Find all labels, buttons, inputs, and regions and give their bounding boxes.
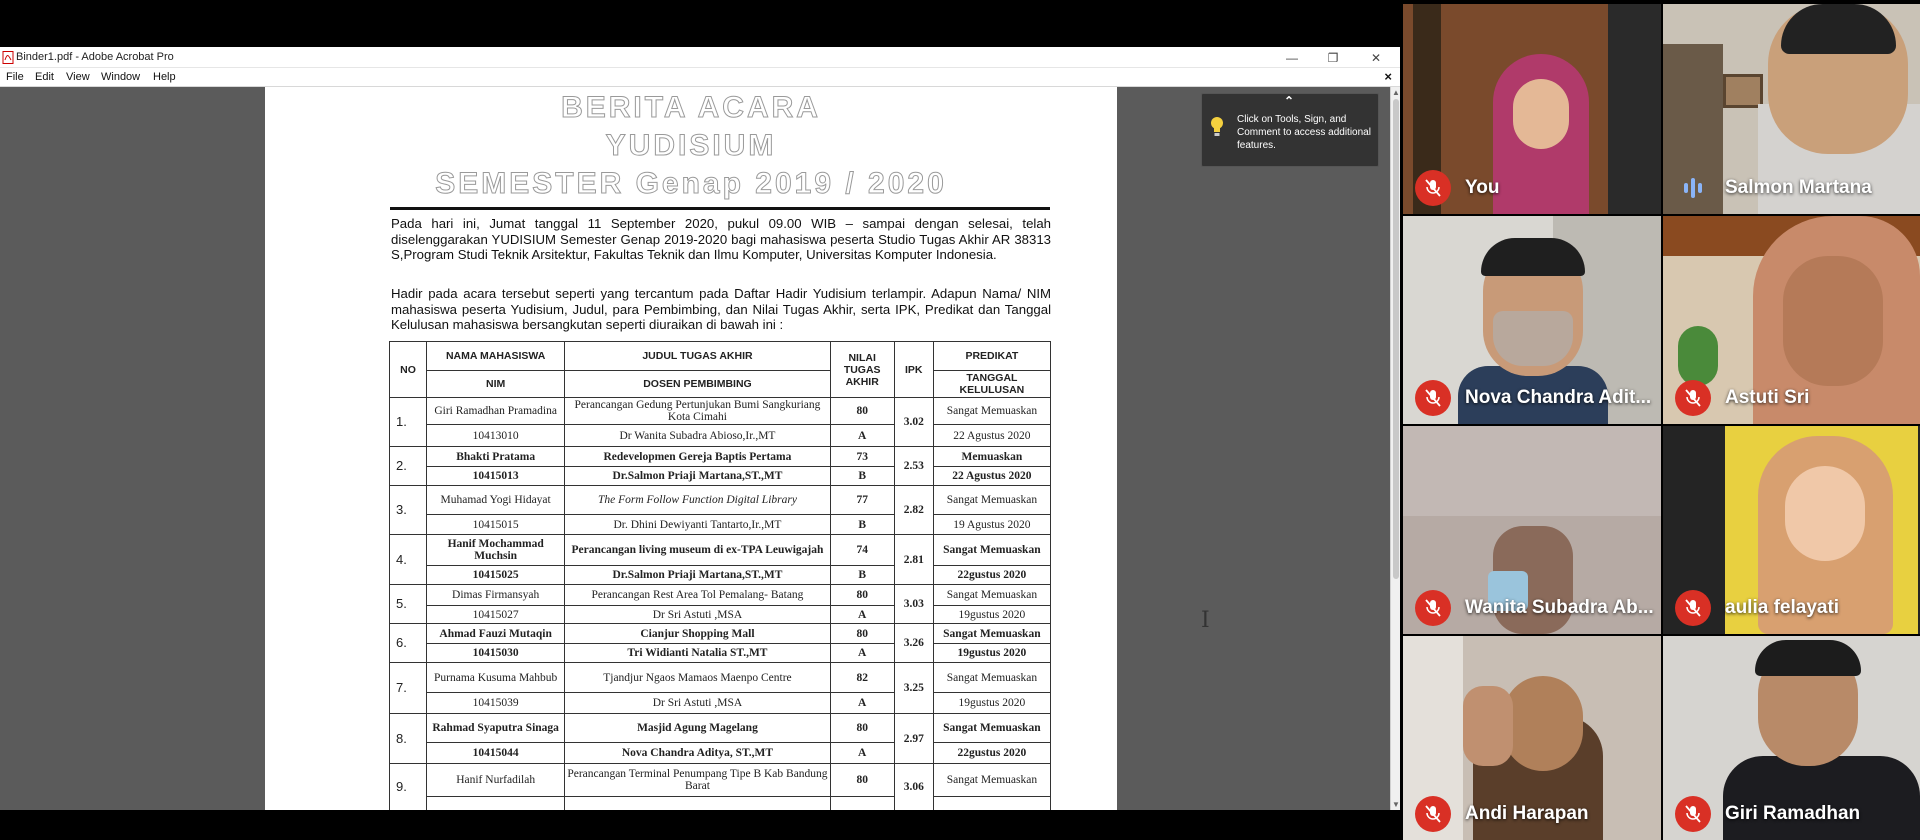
cell-nilai: 80 bbox=[830, 398, 894, 425]
cell-nim: 10415013 bbox=[427, 467, 565, 486]
cell-nim: 10415025 bbox=[427, 566, 565, 585]
table-row bbox=[390, 693, 1051, 714]
cell-huruf: A bbox=[830, 644, 894, 663]
cell-huruf: A bbox=[830, 425, 894, 447]
table-row bbox=[390, 425, 1051, 447]
participant-name: aulia felayati bbox=[1725, 597, 1840, 618]
col-header-nilai: NILAI TUGAS AKHIR bbox=[830, 342, 894, 398]
document-viewport[interactable] bbox=[0, 87, 1390, 810]
participant-name: Giri Ramadhan bbox=[1725, 803, 1861, 824]
doc-paragraph-2: Hadir pada acara tersebut seperti yang tercantum pada Daftar Hadir Yudisium terlampir. Adapun Nama/ NIM mahasiswa peserta Yudisium, Judul, para Pembimbing, dan Nilai Tugas Akhir, serta IPK, Predikat dan Tanggal Kelulusan mahasiswa bersangkutan seperti diuraikan di bawah ini : bbox=[391, 286, 1051, 333]
col-header-judul: JUDUL TUGAS AKHIR bbox=[565, 342, 830, 371]
speaking-indicator-icon bbox=[1675, 170, 1711, 206]
cell-nilai: 80 bbox=[830, 764, 894, 797]
cell-nilai: 80 bbox=[830, 714, 894, 743]
cell-huruf: A bbox=[830, 693, 894, 714]
cell-dosen bbox=[565, 797, 830, 811]
participant-name: Nova Chandra Adit... bbox=[1465, 387, 1652, 408]
col-header-dosen: DOSEN PEMBIMBING bbox=[565, 371, 830, 398]
menu-bar bbox=[0, 68, 1400, 87]
video-tile-nova-chandra[interactable] bbox=[1403, 216, 1661, 424]
cell-dosen: Dr.Salmon Priaji Martana,ST.,MT bbox=[565, 467, 830, 486]
cell-tanggal: 19gustus 2020 bbox=[933, 693, 1050, 714]
cell-predikat: Sangat Memuaskan bbox=[933, 486, 1050, 515]
table-row bbox=[390, 797, 1051, 811]
table-row bbox=[390, 714, 1051, 743]
cell-nilai: 82 bbox=[830, 663, 894, 693]
cell-nama: Ahmad Fauzi Mutaqin bbox=[427, 624, 565, 644]
cell-predikat: Sangat Memuaskan bbox=[933, 398, 1050, 425]
cell-nama: Rahmad Syaputra Sinaga bbox=[427, 714, 565, 743]
chevron-up-icon[interactable]: ⌃ bbox=[1284, 94, 1295, 108]
video-tile-astuti-sri[interactable] bbox=[1663, 216, 1920, 424]
cell-ipk: 3.06 bbox=[894, 764, 933, 811]
cell-nama: Purnama Kusuma Mahbub bbox=[427, 663, 565, 693]
cell-ipk: 2.82 bbox=[894, 486, 933, 535]
menu-help[interactable]: Help bbox=[153, 71, 176, 83]
video-tile-andi-harapan[interactable] bbox=[1403, 636, 1661, 840]
cell-no: 1. bbox=[390, 398, 427, 447]
cell-huruf bbox=[830, 797, 894, 811]
col-header-predikat: PREDIKAT bbox=[933, 342, 1050, 371]
cell-judul: Perancangan living museum di ex-TPA Leuwigajah bbox=[565, 535, 830, 566]
table-row bbox=[390, 447, 1051, 467]
cell-nilai: 73 bbox=[830, 447, 894, 467]
cell-huruf: B bbox=[830, 515, 894, 535]
cell-huruf: B bbox=[830, 467, 894, 486]
cell-no: 6. bbox=[390, 624, 427, 663]
video-tile-salmon-martana[interactable] bbox=[1663, 4, 1920, 214]
cell-ipk: 2.97 bbox=[894, 714, 933, 764]
col-header-tanggal: TANGGAL KELULUSAN bbox=[933, 371, 1050, 398]
cell-nilai: 74 bbox=[830, 535, 894, 566]
scroll-up-arrow-icon[interactable]: ▲ bbox=[1392, 88, 1400, 97]
cell-predikat: Sangat Memuaskan bbox=[933, 624, 1050, 644]
window-title: Binder1.pdf - Adobe Acrobat Pro bbox=[16, 51, 174, 63]
cell-no: 2. bbox=[390, 447, 427, 486]
doc-heading-line-2: YUDISIUM bbox=[605, 129, 777, 162]
cell-dosen: Dr. Dhini Dewiyanti Tantarto,Ir.,MT bbox=[565, 515, 830, 535]
participant-name: Astuti Sri bbox=[1725, 387, 1810, 408]
cell-ipk: 3.02 bbox=[894, 398, 933, 447]
close-document-button[interactable]: × bbox=[1384, 69, 1392, 84]
video-tile-giri-ramadhan[interactable] bbox=[1663, 636, 1920, 840]
cell-judul: The Form Follow Function Digital Library bbox=[565, 486, 830, 515]
tooltip-text: Click on Tools, Sign, and Comment to access additional features. bbox=[1237, 114, 1371, 151]
cell-nilai: 80 bbox=[830, 585, 894, 606]
cell-nim: 10415030 bbox=[427, 644, 565, 663]
cell-predikat: Sangat Memuaskan bbox=[933, 585, 1050, 606]
restore-button[interactable]: ❐ bbox=[1327, 50, 1339, 65]
table-row bbox=[390, 624, 1051, 644]
cell-dosen: Dr Sri Astuti ,MSA bbox=[565, 606, 830, 624]
cell-judul: Perancangan Terminal Penumpang Tipe B Kab Bandung Barat bbox=[565, 764, 830, 797]
cell-tanggal: 22 Agustus 2020 bbox=[933, 467, 1050, 486]
col-header-nama: NAMA MAHASISWA bbox=[427, 342, 565, 371]
cell-huruf: A bbox=[830, 743, 894, 764]
cell-tanggal: 22 Agustus 2020 bbox=[933, 425, 1050, 447]
participant-name: You bbox=[1465, 177, 1500, 198]
table-row bbox=[390, 467, 1051, 486]
mic-off-icon[interactable] bbox=[1415, 380, 1451, 416]
cell-tanggal: 22gustus 2020 bbox=[933, 743, 1050, 764]
mic-off-icon[interactable] bbox=[1415, 170, 1451, 206]
cell-tanggal: 22gustus 2020 bbox=[933, 566, 1050, 585]
menu-window[interactable]: Window bbox=[101, 71, 141, 83]
table-row bbox=[390, 606, 1051, 624]
minimize-button[interactable]: — bbox=[1286, 50, 1298, 65]
cell-nama: Hanif Nurfadilah bbox=[427, 764, 565, 797]
cell-judul: Tjandjur Ngaos Mamaos Maenpo Centre bbox=[565, 663, 830, 693]
cell-judul: Cianjur Shopping Mall bbox=[565, 624, 830, 644]
cell-dosen: Nova Chandra Aditya, ST.,MT bbox=[565, 743, 830, 764]
mic-off-icon[interactable] bbox=[1675, 380, 1711, 416]
cell-dosen: Dr Sri Astuti ,MSA bbox=[565, 693, 830, 714]
cell-no: 7. bbox=[390, 663, 427, 714]
table-row bbox=[390, 585, 1051, 606]
participant-name: Wanita Subadra Ab... bbox=[1465, 597, 1654, 618]
text-cursor-icon: I bbox=[1201, 608, 1210, 633]
cell-huruf: B bbox=[830, 566, 894, 585]
title-bar bbox=[0, 47, 1400, 68]
cell-no: 5. bbox=[390, 585, 427, 624]
pdf-file-icon bbox=[2, 51, 14, 64]
table-row bbox=[390, 535, 1051, 566]
cell-predikat: Sangat Memuaskan bbox=[933, 535, 1050, 566]
cell-predikat: Sangat Memuaskan bbox=[933, 714, 1050, 743]
heading-divider bbox=[390, 207, 1050, 210]
cell-tanggal: 19gustus 2020 bbox=[933, 644, 1050, 663]
cell-predikat: Sangat Memuaskan bbox=[933, 764, 1050, 797]
cell-nim: 10413010 bbox=[427, 425, 565, 447]
cell-tanggal bbox=[933, 797, 1050, 811]
doc-heading-line-1: BERITA ACARA bbox=[561, 91, 821, 124]
cell-no: 8. bbox=[390, 714, 427, 764]
participant-name: Salmon Martana bbox=[1725, 177, 1872, 198]
lightbulb-icon bbox=[1210, 116, 1224, 138]
cell-nim: 10415015 bbox=[427, 515, 565, 535]
mic-off-icon[interactable] bbox=[1415, 796, 1451, 832]
cell-ipk: 3.25 bbox=[894, 663, 933, 714]
cell-nama: Dimas Firmansyah bbox=[427, 585, 565, 606]
cell-judul: Masjid Agung Magelang bbox=[565, 714, 830, 743]
cell-judul: Perancangan Gedung Pertunjukan Bumi Sangkuriang Kota Cimahi bbox=[565, 398, 830, 425]
cell-nama: Giri Ramadhan Pramadina bbox=[427, 398, 565, 425]
cell-nama: Muhamad Yogi Hidayat bbox=[427, 486, 565, 515]
cell-nim bbox=[427, 797, 565, 811]
cell-dosen: Tri Widianti Natalia ST.,MT bbox=[565, 644, 830, 663]
doc-paragraph-1: Pada hari ini, Jumat tanggal 11 September 2020, pukul 09.00 WIB – sampai dengan selesai, telah diselenggarakan YUDISIUM Semester Genap 2019-2020 bagi mahasiswa peserta Studio Tugas Akhir AR 38313 S,Program Studi Teknik Arsitektur, Fakultas Teknik dan Ilmu Komputer, Universitas Komputer Indonesia. bbox=[391, 216, 1051, 263]
mic-off-icon[interactable] bbox=[1675, 796, 1711, 832]
cell-nama: Bhakti Pratama bbox=[427, 447, 565, 467]
cell-no: 4. bbox=[390, 535, 427, 585]
menu-view[interactable]: View bbox=[66, 71, 90, 83]
video-tile-aulia-felayati[interactable] bbox=[1663, 426, 1920, 634]
cell-ipk: 3.26 bbox=[894, 624, 933, 663]
scroll-down-arrow-icon[interactable]: ▼ bbox=[1392, 800, 1400, 809]
close-window-button[interactable]: ✕ bbox=[1370, 50, 1382, 65]
table-row bbox=[390, 743, 1051, 764]
table-row bbox=[390, 764, 1051, 797]
cell-nilai: 77 bbox=[830, 486, 894, 515]
cell-no: 9. bbox=[390, 764, 427, 811]
table-row bbox=[390, 566, 1051, 585]
table-row bbox=[390, 515, 1051, 535]
scrollbar-thumb[interactable] bbox=[1393, 99, 1399, 579]
acrobat-tooltip bbox=[1201, 93, 1379, 167]
cell-tanggal: 19gustus 2020 bbox=[933, 606, 1050, 624]
table-row bbox=[390, 486, 1051, 515]
yudisium-table bbox=[389, 341, 1051, 810]
table-row bbox=[390, 663, 1051, 693]
cell-nim: 10415044 bbox=[427, 743, 565, 764]
table-row bbox=[390, 398, 1051, 425]
cell-nilai: 80 bbox=[830, 624, 894, 644]
cell-huruf: A bbox=[830, 606, 894, 624]
vertical-scrollbar[interactable] bbox=[1390, 87, 1400, 810]
col-header-nim: NIM bbox=[427, 371, 565, 398]
cell-nim: 10415027 bbox=[427, 606, 565, 624]
mic-off-icon[interactable] bbox=[1675, 590, 1711, 626]
cell-judul: Perancangan Rest Area Tol Pemalang- Batang bbox=[565, 585, 830, 606]
cell-ipk: 2.53 bbox=[894, 447, 933, 486]
cell-nim: 10415039 bbox=[427, 693, 565, 714]
col-header-ipk: IPK bbox=[894, 342, 933, 398]
cell-ipk: 2.81 bbox=[894, 535, 933, 585]
table-row bbox=[390, 644, 1051, 663]
video-tile-wanita-subadra[interactable] bbox=[1403, 426, 1661, 634]
mic-off-icon[interactable] bbox=[1415, 590, 1451, 626]
col-header-no: NO bbox=[390, 342, 427, 398]
cell-nama: Hanif Mochammad Muchsin bbox=[427, 535, 565, 566]
video-tile-you[interactable] bbox=[1403, 4, 1661, 214]
doc-heading-line-3: SEMESTER Genap 2019 / 2020 bbox=[435, 167, 947, 200]
cell-dosen: Dr Wanita Subadra Abioso,Ir.,MT bbox=[565, 425, 830, 447]
cell-dosen: Dr.Salmon Priaji Martana,ST.,MT bbox=[565, 566, 830, 585]
acrobat-window bbox=[0, 47, 1400, 810]
menu-edit[interactable]: Edit bbox=[35, 71, 54, 83]
participant-name: Andi Harapan bbox=[1465, 803, 1589, 824]
cell-predikat: Memuaskan bbox=[933, 447, 1050, 467]
pdf-page bbox=[265, 87, 1117, 810]
cell-tanggal: 19 Agustus 2020 bbox=[933, 515, 1050, 535]
cell-no: 3. bbox=[390, 486, 427, 535]
cell-predikat: Sangat Memuaskan bbox=[933, 663, 1050, 693]
menu-file[interactable]: File bbox=[6, 71, 24, 83]
cell-ipk: 3.03 bbox=[894, 585, 933, 624]
cell-judul: Redevelopmen Gereja Baptis Pertama bbox=[565, 447, 830, 467]
